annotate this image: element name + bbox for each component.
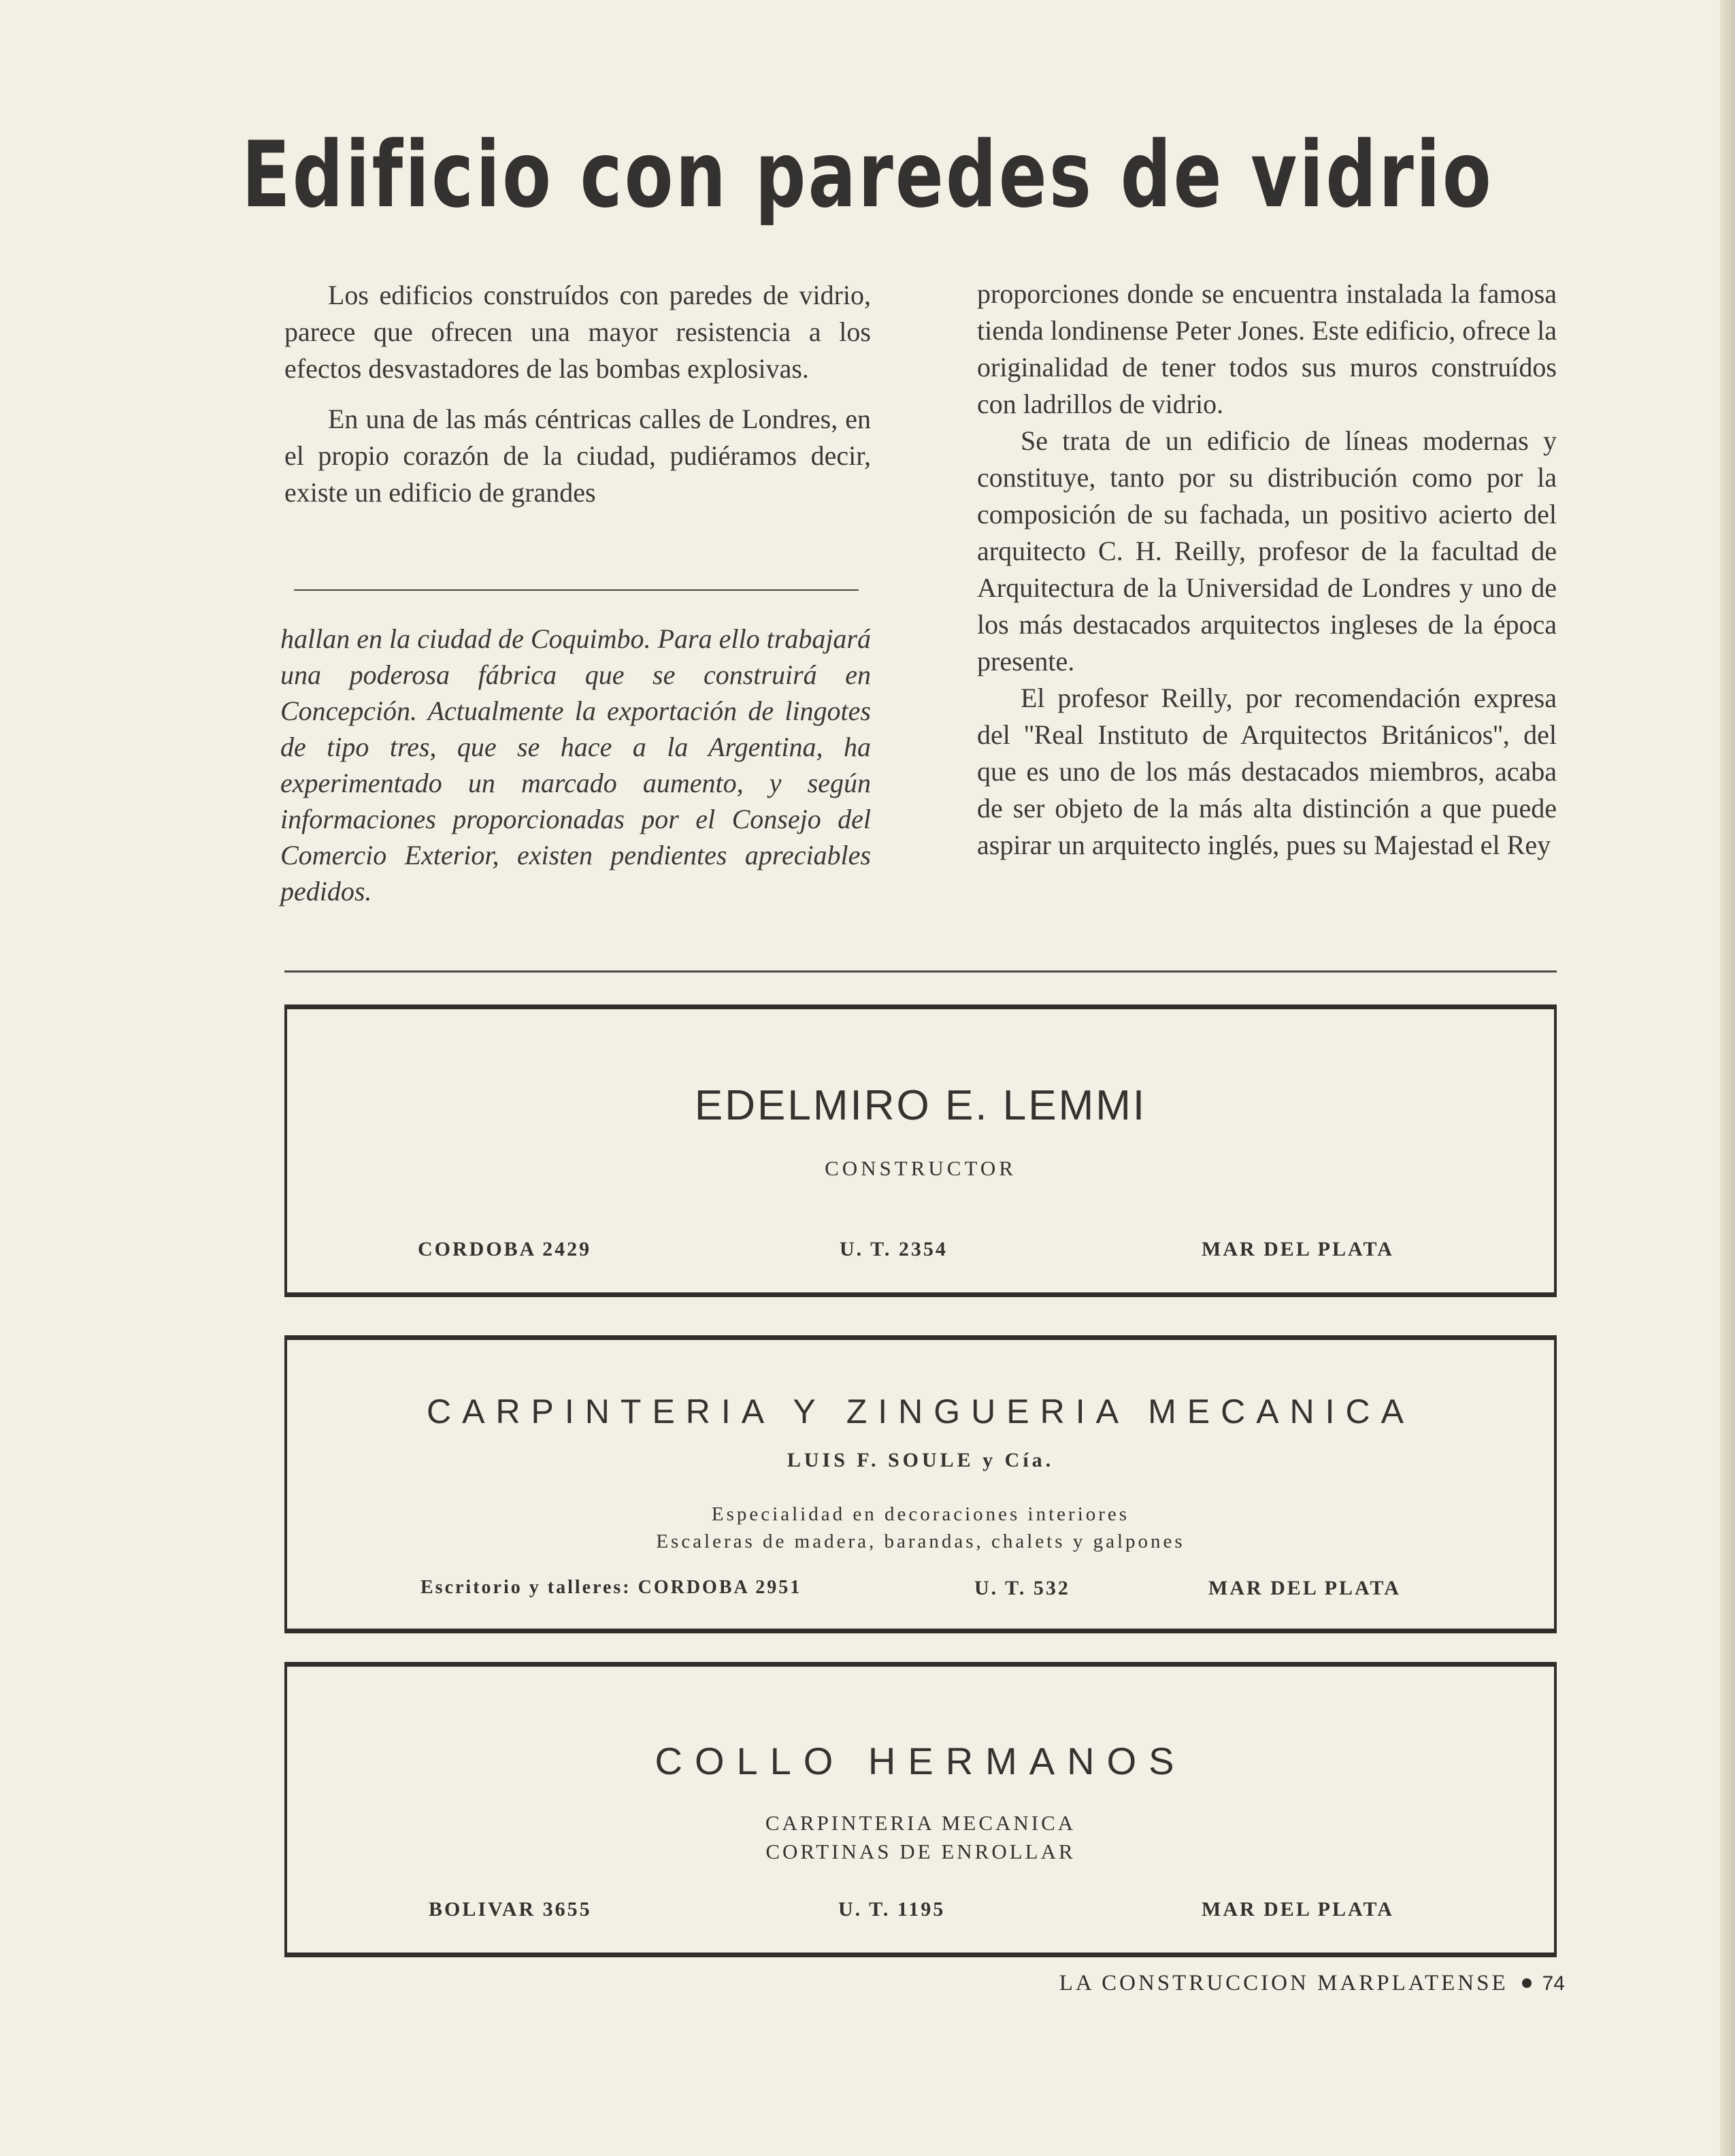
bullet-icon [1522, 1978, 1532, 1988]
ad-subtitle: CARPINTERIA MECANICA [765, 1811, 1076, 1835]
ad-edelmiro-lemmi [284, 1004, 1557, 1297]
page-footer [1059, 1971, 1565, 1996]
column-divider [294, 589, 859, 591]
paragraph: proporciones donde se encuentra instalada la famosa tienda londinense Peter Jones. Este edificio, ofrece la originalidad de tener todos sus muros construídos con ladrillos de vidrio. [977, 278, 1557, 419]
page-edge [1720, 0, 1735, 2156]
left-column [284, 277, 871, 511]
section-rule [284, 970, 1557, 973]
article-title: Edificio con paredes de vidrio [242, 122, 1493, 228]
right-column [977, 276, 1557, 864]
ad-city: MAR DEL PLATA [1202, 1238, 1394, 1260]
ad-description: Escaleras de madera, barandas, chalets y galpones [656, 1531, 1185, 1552]
ad-name: EDELMIRO E. LEMMI [694, 1082, 1147, 1129]
magazine-name: LA CONSTRUCCION MARPLATENSE [1059, 1971, 1508, 1995]
ad-name: COLLO HERMANOS [655, 1740, 1187, 1782]
italic-continuation [280, 621, 871, 909]
paragraph: Los edificios construídos con paredes de vidrio, parece que ofrecen una mayor resistencia a los efectos desvastadores de las bombas explosivas. [284, 280, 871, 384]
ad-carpinteria-zingueria [284, 1335, 1557, 1633]
paragraph: El profesor Reilly, por recomendación expresa del ''Real Instituto de Arquitectos Británicos'', del que es uno de los más destacados miembros, acaba de ser objeto de la más alta distinción a que puede aspirar un arquitecto inglés, pues su Majestad el Rey [977, 683, 1557, 860]
ad-phone: U. T. 2354 [840, 1238, 948, 1260]
ad-address: BOLIVAR 3655 [429, 1898, 592, 1921]
ad-name: CARPINTERIA Y ZINGUERIA MECANICA [426, 1392, 1415, 1431]
paragraph: En una de las más céntricas calles de Londres, en el propio corazón de la ciudad, pudiéramos decir, existe un edificio de grandes [284, 404, 871, 508]
ad-address: Escritorio y talleres: CORDOBA 2951 [420, 1577, 802, 1598]
ad-collo-hermanos [284, 1662, 1557, 1957]
ad-address: CORDOBA 2429 [418, 1238, 592, 1260]
ad-phone: U. T. 532 [974, 1577, 1070, 1599]
paragraph: Se trata de un edificio de líneas modernas y constituye, tanto por su distribución como por la composición de su fachada, un positivo acierto del arquitecto C. H. Reilly, profesor de la facultad de Arquitectura de la Universidad de Londres y uno de los más destacados arquitectos ingleses de la época presente. [977, 425, 1557, 676]
page-number: 74 [1542, 1972, 1565, 1995]
ad-subtitle: CONSTRUCTOR [825, 1156, 1017, 1180]
ad-contact-row [287, 1898, 1554, 1925]
ad-phone: U. T. 1195 [838, 1898, 946, 1921]
ad-contact-row [287, 1577, 1554, 1604]
ad-contact-row [287, 1238, 1554, 1265]
ad-city: MAR DEL PLATA [1208, 1577, 1401, 1599]
ad-city: MAR DEL PLATA [1202, 1898, 1394, 1921]
paragraph: hallan en la ciudad de Coquimbo. Para ello trabajará una poderosa fábrica que se construirá en Concepción. Actualmente la exportación de lingotes de tipo tres, que se hace a la Argentina, ha experimentado un marcado aumento, y según informaciones proporcionadas por el Consejo del Comercio Exterior, existen pendientes apreciables pedidos. [280, 623, 871, 906]
ad-description: Especialidad en decoraciones interiores [711, 1503, 1130, 1525]
ad-subtitle: LUIS F. SOULE y Cía. [787, 1449, 1055, 1471]
ad-subtitle: CORTINAS DE ENROLLAR [765, 1840, 1076, 1863]
